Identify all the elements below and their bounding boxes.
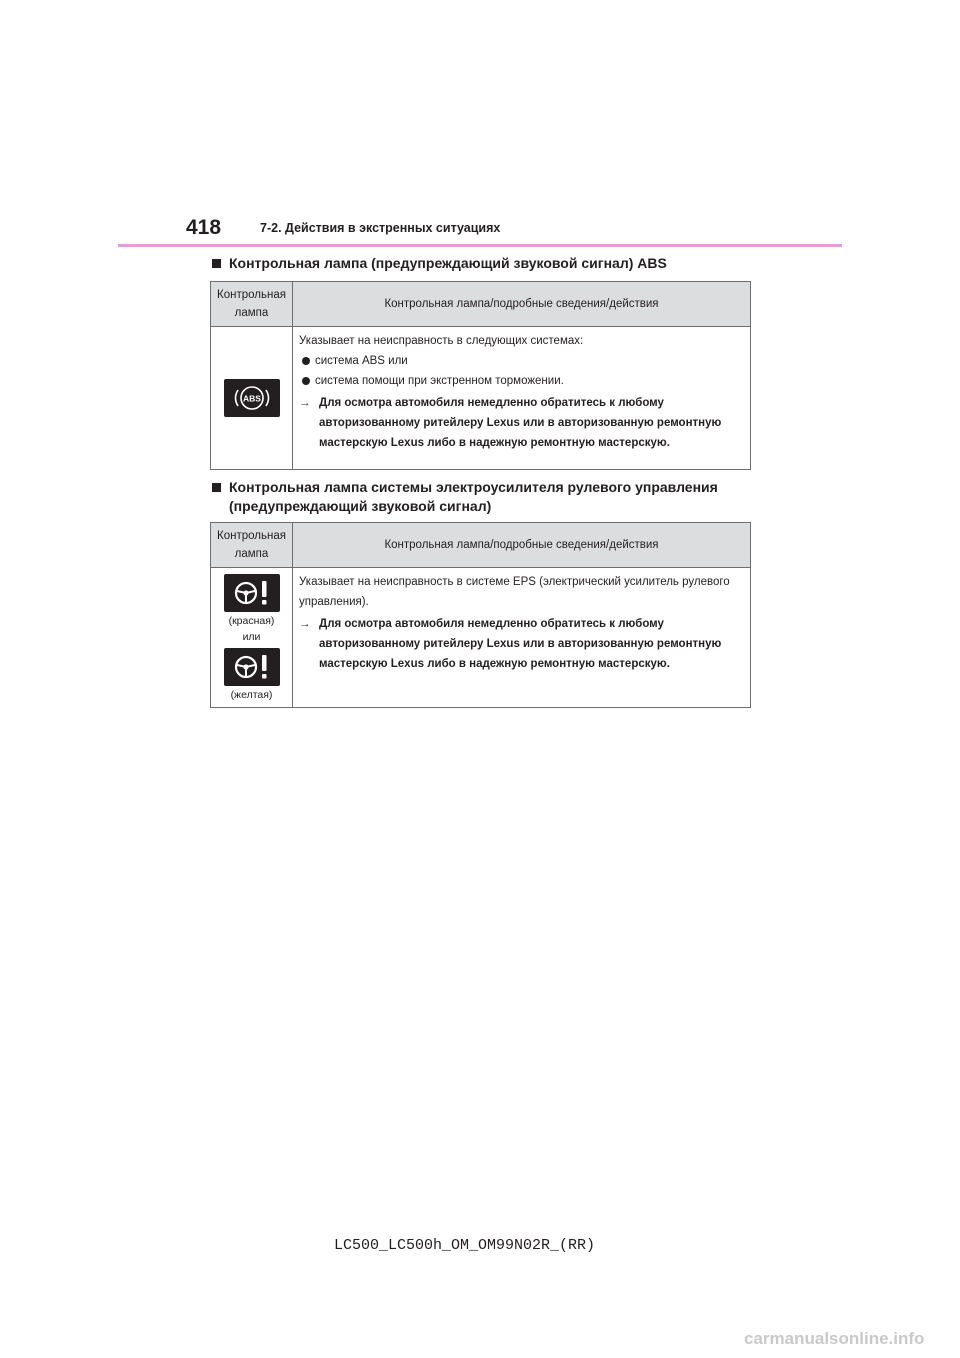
table-row: [211, 327, 751, 470]
table-header-row: [211, 282, 751, 327]
details-cell: [293, 327, 751, 470]
page-number: 418: [186, 216, 222, 239]
header-rule: [118, 244, 842, 247]
details-cell: [293, 568, 751, 708]
caption-yellow: (желтая): [230, 688, 273, 701]
list-item: система ABS или: [299, 351, 744, 371]
bullet-dot-icon: [302, 357, 310, 365]
steering-wheel-exclamation-icon: [224, 574, 280, 612]
square-bullet-icon: [212, 259, 221, 268]
document-code-footer: LC500_LC500h_OM_OM99N02R_(RR): [334, 1237, 596, 1254]
abs-action: → Для осмотра автомобиля немедленно обратитесь к любому авторизованному ритейлеру Lexus или в авторизованную ремонтную мастерскую Lexus либо в надежную ремонтную мастерскую.: [299, 393, 744, 453]
eps-lamp-table: [210, 522, 751, 708]
col-lamp-header: Контрольная лампа: [211, 282, 293, 327]
eps-heading-text: Контрольная лампа системы электроусилителя рулевого управления (предупреждающий звуковой сигнал): [229, 479, 718, 514]
lamp-icon-cell: [211, 327, 293, 470]
caption-red: (красная): [228, 614, 275, 627]
arrow-right-icon: →: [299, 397, 311, 409]
watermark: carmanualsonline.info: [744, 1329, 925, 1348]
lamp-icon-cell: [211, 568, 293, 708]
abs-heading: [212, 254, 769, 273]
square-bullet-icon: [212, 483, 221, 492]
table-header-row: [211, 523, 751, 568]
caption-or: или: [242, 630, 261, 643]
abs-lamp-table: [210, 281, 751, 470]
eps-heading: [212, 478, 769, 516]
arrow-right-icon: →: [299, 618, 311, 630]
list-item: система помощи при экстренном торможении.: [299, 371, 744, 391]
abs-icon-text: ABS: [242, 393, 261, 404]
abs-warning-icon: [224, 379, 280, 417]
eps-intro: Указывает на неисправность в системе EPS (электрический усилитель рулевого управления).: [299, 576, 730, 608]
section-title: 7-2. Действия в экстренных ситуациях: [260, 221, 501, 235]
abs-intro: Указывает на неисправность в следующих системах:: [299, 335, 584, 347]
abs-heading-text: Контрольная лампа (предупреждающий звуковой сигнал) ABS: [229, 255, 667, 271]
steering-wheel-exclamation-icon: [224, 648, 280, 686]
col-lamp-header: Контрольная лампа: [211, 523, 293, 568]
col-details-header: Контрольная лампа/подробные сведения/действия: [293, 523, 751, 568]
bullet-dot-icon: [302, 377, 310, 385]
col-details-header: Контрольная лампа/подробные сведения/действия: [293, 282, 751, 327]
eps-action: → Для осмотра автомобиля немедленно обратитесь к любому авторизованному ритейлеру Lexus или в авторизованную ремонтную мастерскую Lexus либо в надежную ремонтную мастерскую.: [299, 614, 744, 674]
table-row: [211, 568, 751, 708]
